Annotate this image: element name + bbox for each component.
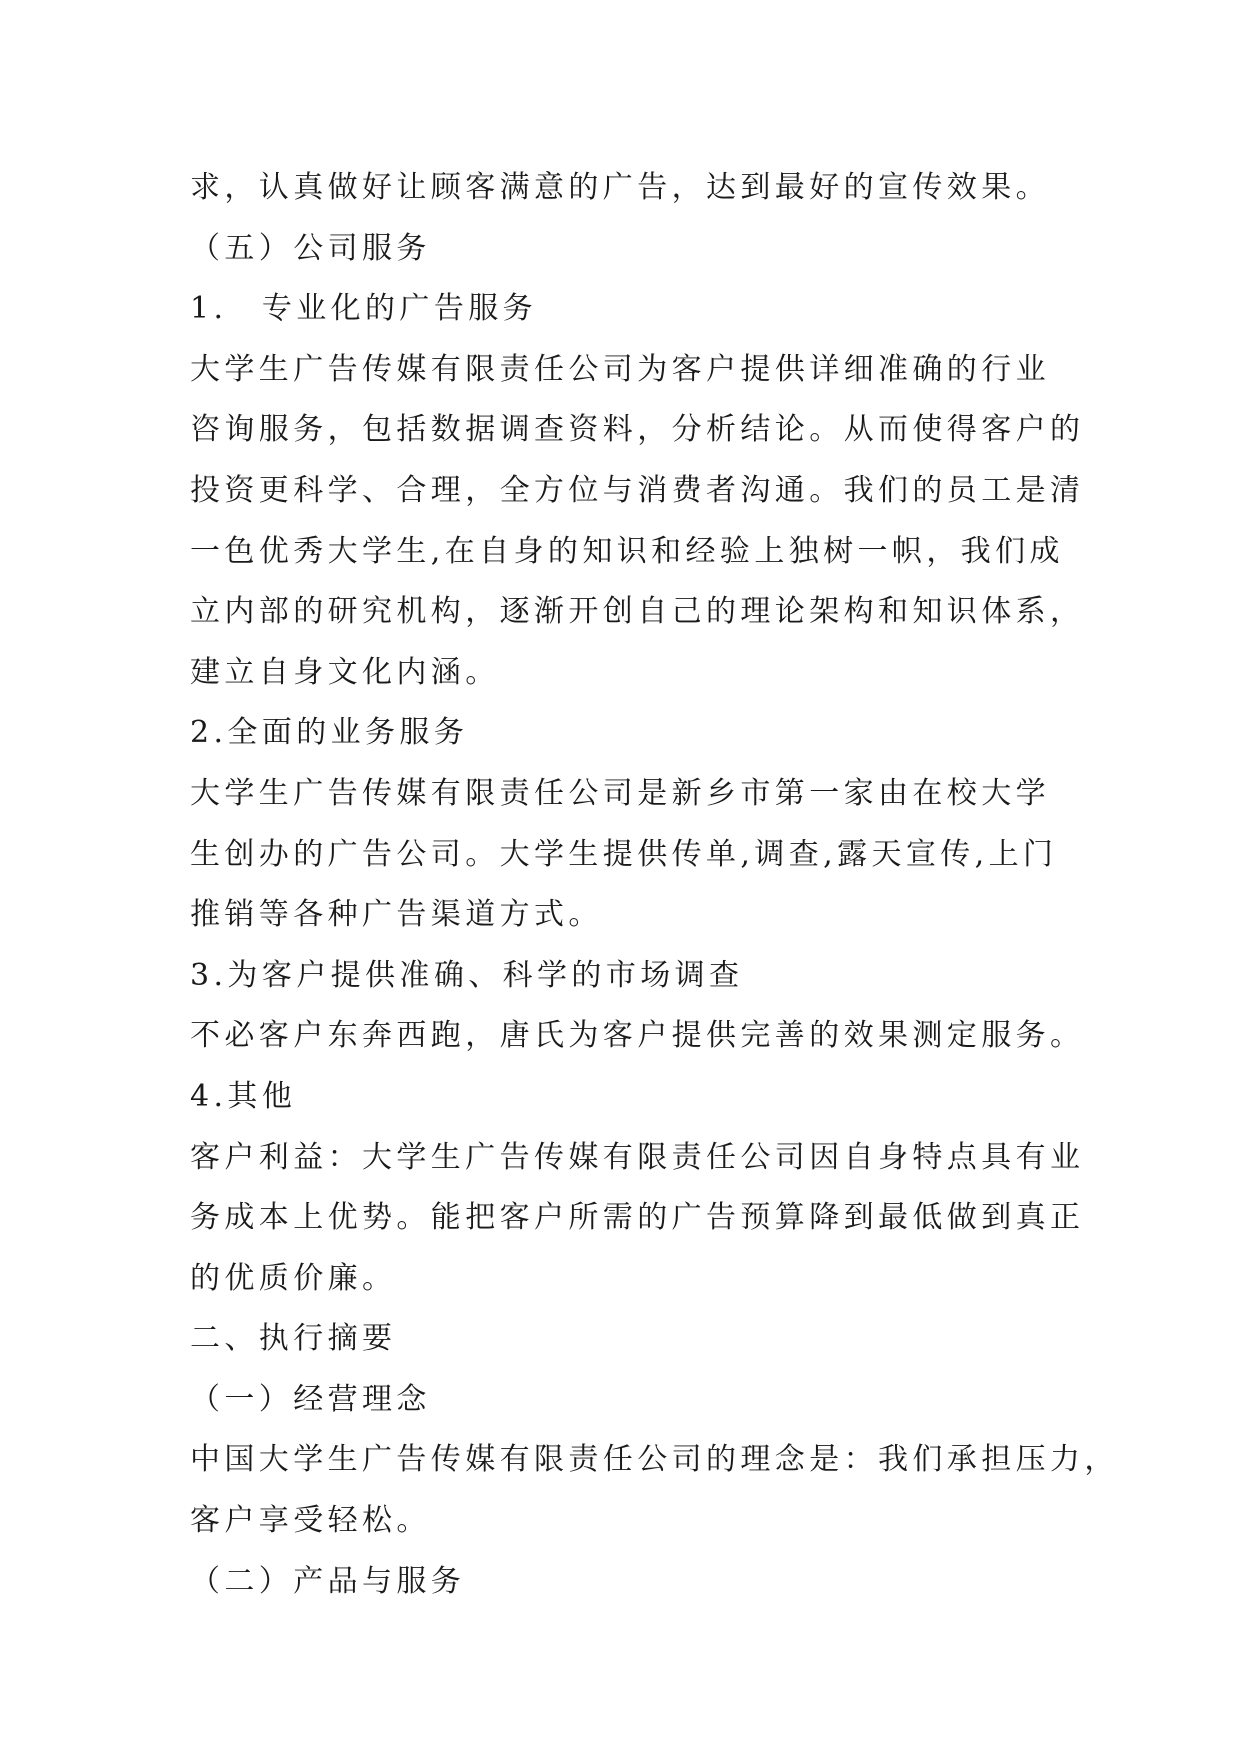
paragraph-line: 大学生广告传媒有限责任公司是新乡市第一家由在校大学 — [190, 775, 1050, 811]
section-heading: （五）公司服务 — [190, 230, 431, 266]
paragraph-line: 不必客户东奔西跑，唐氏为客户提供完善的效果测定服务。 — [190, 1018, 1085, 1054]
item-heading: 1. 专业化的广告服务 — [190, 291, 538, 327]
paragraph-line: 的优质价廉。 — [190, 1260, 397, 1296]
section-heading: （一）经营理念 — [190, 1381, 431, 1417]
section-heading: （二）产品与服务 — [190, 1563, 466, 1599]
paragraph-line: 咨询服务，包括数据调查资料，分析结论。从而使得客户的 — [190, 412, 1085, 448]
paragraph-line: 生创办的广告公司。大学生提供传单,调查,露天宣传,上门 — [190, 836, 1058, 872]
paragraph-line: 客户享受轻松。 — [190, 1503, 431, 1539]
item-heading: 4.其他 — [190, 1078, 297, 1114]
item-heading: 3.为客户提供准确、科学的市场调查 — [190, 957, 744, 993]
paragraph-line: 推销等各种广告渠道方式。 — [190, 897, 603, 933]
body-text — [190, 158, 1119, 1612]
paragraph-line: 客户利益：大学生广告传媒有限责任公司因自身特点具有业 — [190, 1139, 1085, 1175]
paragraph-line: 中国大学生广告传媒有限责任公司的理念是：我们承担压力， — [190, 1442, 1119, 1478]
paragraph-line: 一色优秀大学生,在自身的知识和经验上独树一帜，我们成 — [190, 533, 1064, 569]
paragraph-line: 立内部的研究机构，逐渐开创自己的理论架构和知识体系， — [190, 594, 1085, 630]
item-heading: 2.全面的业务服务 — [190, 715, 469, 751]
paragraph-line: 投资更科学、合理，全方位与消费者沟通。我们的员工是清 — [190, 472, 1085, 508]
paragraph-line: 求，认真做好让顾客满意的广告，达到最好的宣传效果。 — [190, 170, 1050, 205]
paragraph-line: 务成本上优势。能把客户所需的广告预算降到最低做到真正 — [190, 1200, 1085, 1236]
paragraph-line: 建立自身文化内涵。 — [190, 654, 500, 690]
paragraph-line: 大学生广告传媒有限责任公司为客户提供详细准确的行业 — [190, 351, 1050, 387]
chapter-heading: 二、执行摘要 — [190, 1321, 397, 1357]
